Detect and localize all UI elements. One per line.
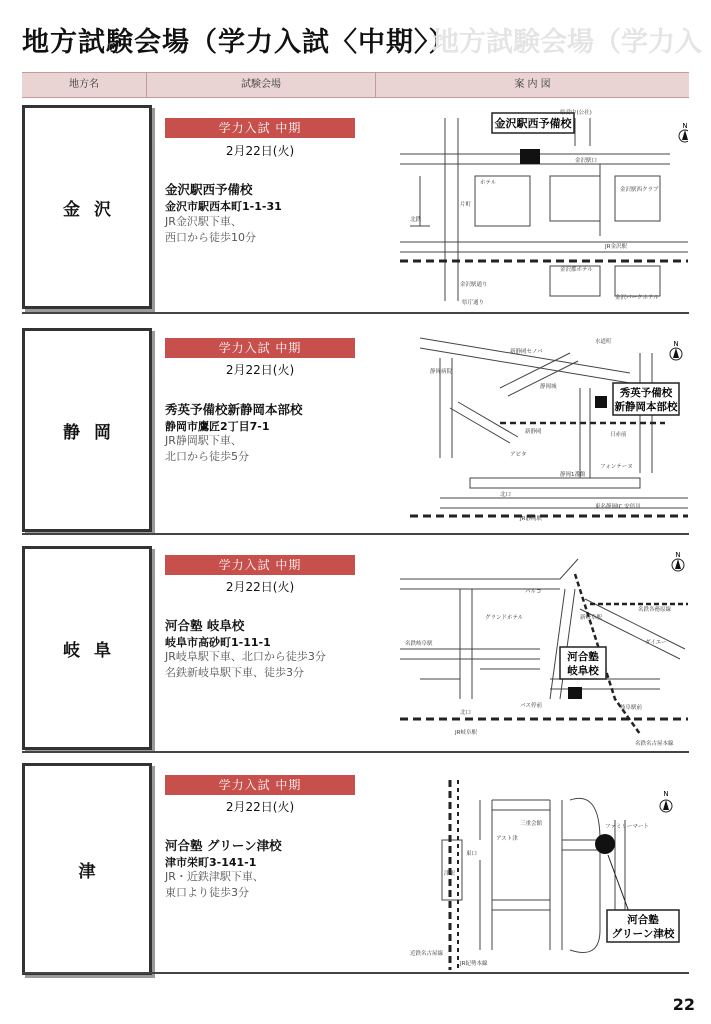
- svg-text:N: N: [675, 551, 681, 559]
- map-label: 日赤前: [610, 432, 627, 438]
- map-label: JR岐阜駅: [455, 730, 477, 736]
- exam-date: 2月22日(火): [225, 363, 295, 377]
- venue-name: 河合塾 グリーン津校: [165, 838, 282, 853]
- svg-text:N: N: [663, 790, 669, 798]
- venue-row-tsu: [22, 760, 689, 974]
- venue-name: 河合塾 岐阜校: [165, 618, 245, 633]
- map-label: 県庁通り: [462, 300, 485, 306]
- region-cell: 金沢: [22, 105, 152, 309]
- map-label: パルコ: [525, 589, 542, 595]
- compass-icon: [672, 551, 684, 571]
- map-venue-label: 新静岡本部校: [614, 401, 678, 413]
- map-label: 県営中(公社): [560, 110, 592, 116]
- map-label: 金沢駅通り: [460, 282, 488, 288]
- bleed-through-title: 地方試験会場（学力入: [432, 27, 702, 58]
- header-map: 案 内 図: [514, 79, 551, 90]
- region-cell: 岐阜: [22, 546, 152, 750]
- map-tsu: [400, 780, 688, 970]
- venue-address: 静岡市鷹匠2丁目7-1: [165, 420, 270, 433]
- map-label: ファミリーマート: [605, 824, 649, 830]
- map-label: 東口: [466, 851, 478, 857]
- map-venue-label: 河合塾: [567, 651, 599, 663]
- venue-marker: [595, 834, 615, 854]
- exam-date: 2月22日(火): [225, 580, 295, 594]
- map-label: 名鉄各務原線: [638, 607, 672, 613]
- venue-address: 金沢市駅西本町1-1-31: [165, 200, 282, 213]
- map-label: 水道町: [595, 339, 612, 345]
- map-label: 静岡病院: [430, 369, 453, 375]
- venue-directions-2: 東口より徒歩3分: [165, 886, 249, 899]
- compass-icon: [679, 122, 688, 142]
- map-label: 新静岡: [525, 429, 542, 435]
- map-label: JR紀勢本線: [460, 961, 488, 967]
- venue-row-kanazawa: [22, 100, 689, 314]
- map-label: 名鉄岐阜駅: [405, 641, 433, 647]
- map-venue-label: 岐阜校: [567, 665, 599, 677]
- map-label: アピタ: [510, 452, 527, 458]
- venue-marker: [595, 396, 607, 408]
- map-label: 三重会館: [520, 821, 543, 827]
- table-header: [22, 72, 689, 98]
- page-number: 22: [672, 995, 695, 1014]
- region-cell: 静岡: [22, 328, 152, 532]
- venue-directions-2: 西口から徒歩10分: [165, 231, 256, 244]
- map-label: グランドホテル: [485, 615, 524, 621]
- exam-badge: 学力入試 中期: [165, 338, 355, 358]
- header-venue: 試験会場: [241, 79, 281, 90]
- venue-marker: [568, 687, 582, 699]
- venue-name: 秀英予備校新静岡本部校: [165, 402, 303, 417]
- map-label: JR金沢駅: [605, 244, 627, 250]
- svg-text:N: N: [682, 122, 688, 130]
- map-label: 新静岡セノバ: [510, 349, 543, 355]
- region-cell: 津: [22, 763, 152, 975]
- exam-date: 2月22日(火): [225, 800, 295, 814]
- map-label: ホテル: [480, 180, 497, 186]
- map-label: 新岐阜駅: [580, 615, 603, 621]
- map-label: 岐阜駅前: [620, 705, 643, 711]
- map-label: アスト津: [496, 836, 518, 842]
- map-label: 名鉄名古屋本線: [635, 741, 674, 747]
- map-label: 片町: [460, 202, 472, 208]
- map-venue-label: 金沢駅西予備校: [494, 117, 572, 130]
- map-label: 金沢パークホテル: [615, 295, 659, 301]
- venue-row-gifu: [22, 543, 689, 753]
- exam-badge: 学力入試 中期: [165, 775, 355, 795]
- map-label: 金沢駅口: [575, 158, 598, 164]
- map-label: ダイエー: [645, 640, 667, 646]
- map-label: 東名静岡IC 安倍川: [595, 504, 641, 510]
- venue-directions-1: JR静岡駅下車、: [165, 434, 242, 447]
- venue-name: 金沢駅西予備校: [165, 182, 253, 197]
- venue-address: 津市栄町3-141-1: [165, 856, 257, 869]
- map-shizuoka: [400, 328, 688, 530]
- venue-row-shizuoka: [22, 322, 689, 535]
- map-label: 金沢都ホテル: [560, 267, 593, 273]
- map-label: 静岡城: [540, 384, 557, 390]
- compass-icon: [660, 790, 672, 812]
- exam-badge: 学力入試 中期: [165, 118, 355, 138]
- page-title: 地方試験会場（学力入試〈中期〉）: [22, 27, 457, 58]
- map-label: 北口: [460, 710, 472, 716]
- map-label: バス停前: [520, 703, 543, 709]
- venue-address: 岐阜市高砂町1-11-1: [165, 636, 271, 649]
- venue-directions-1: JR岐阜駅下車、北口から徒歩3分: [165, 650, 326, 663]
- map-label: 北口: [500, 492, 512, 498]
- venue-directions-1: JR・近鉄津駅下車、: [165, 870, 264, 883]
- map-label: JR静岡駅: [520, 516, 542, 522]
- exam-date: 2月22日(火): [225, 144, 295, 158]
- venue-directions-2: 名鉄新岐阜駅下車、徒歩3分: [165, 666, 304, 679]
- venue-directions-2: 北口から徒歩5分: [165, 450, 249, 463]
- exam-badge: 学力入試 中期: [165, 555, 355, 575]
- map-gifu: [400, 549, 688, 749]
- venue-directions-1: JR金沢駅下車、: [165, 215, 242, 228]
- map-label: 北鉄: [410, 217, 422, 223]
- map-label: 津駅: [444, 871, 456, 877]
- header-region: 地方名: [69, 79, 99, 90]
- map-label: 金沢駅西クラブ: [620, 187, 659, 193]
- venue-marker: [520, 149, 540, 164]
- map-label: 静岡1番館: [560, 472, 586, 478]
- map-venue-label: 秀英予備校: [619, 387, 673, 399]
- svg-text:N: N: [673, 340, 679, 348]
- map-kanazawa: [400, 106, 688, 308]
- map-venue-label: グリーン津校: [611, 928, 675, 940]
- compass-icon: [670, 340, 682, 360]
- map-venue-label: 河合塾: [627, 914, 659, 926]
- map-label: フォンテーヌ: [600, 464, 633, 470]
- map-label: 近鉄名古屋線: [410, 951, 444, 957]
